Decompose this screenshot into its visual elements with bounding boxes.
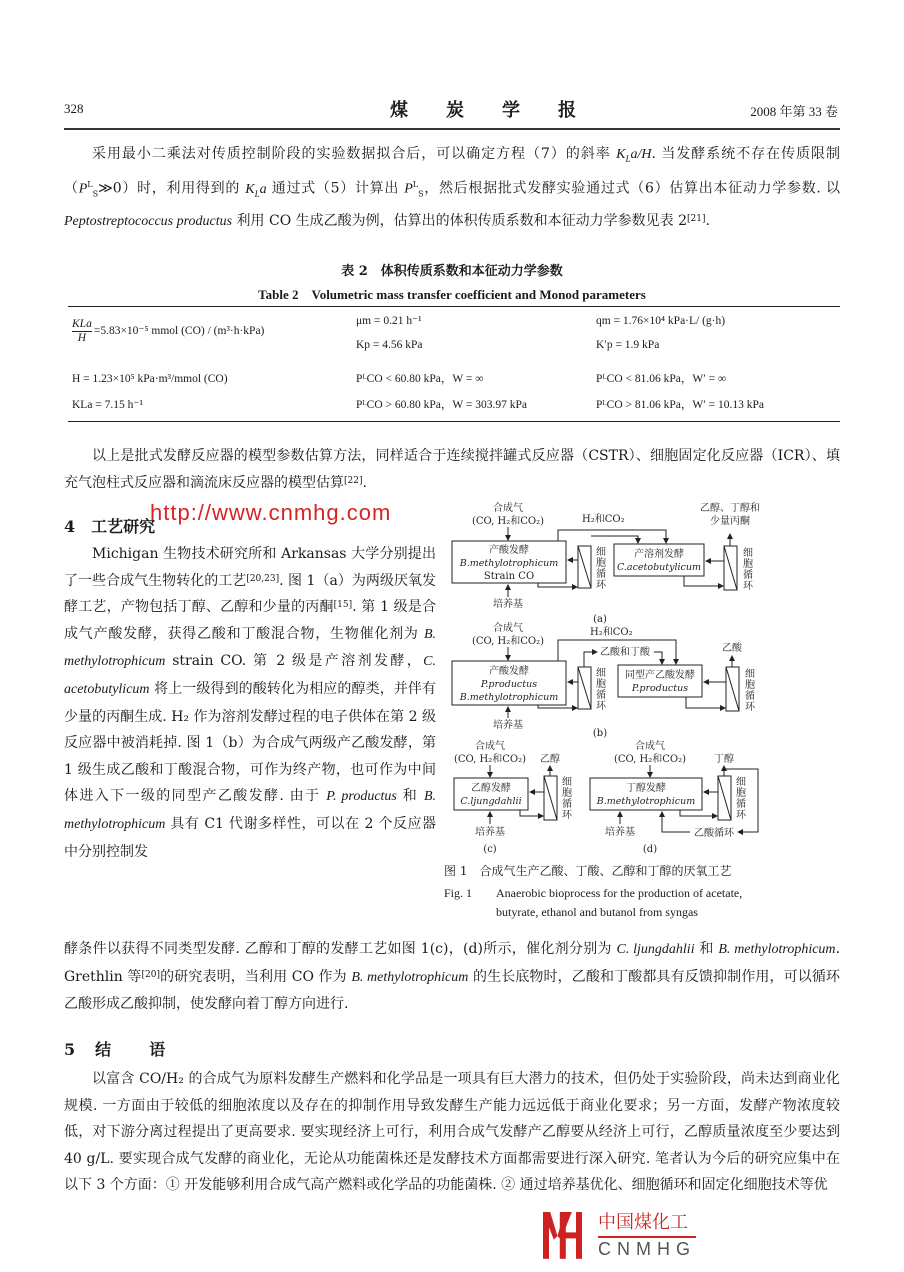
figure-caption-en <box>444 884 824 922</box>
label: 培养基 <box>475 827 505 838</box>
text: 和 <box>694 941 719 957</box>
text: butyrate, ethanol and butanol from syngas <box>496 905 698 919</box>
species-name: B. methylotrophicum <box>351 969 469 985</box>
label: 合成气 <box>493 503 523 514</box>
figure-caption-cn: 图 1 合成气生产乙酸、丁酸、乙醇和丁醇的厌氧工艺 <box>444 864 732 878</box>
text: S <box>418 189 424 199</box>
citation: [20,23] <box>246 573 280 584</box>
text: 将上一级得到的酸转化为相应的醇类，并伴有少量的丙酮生成. H₂ 作为溶剂发酵过程的电子供体在第 2 级反应器中被消耗掉. 图 1（b）为合成气两级产乙酸发酵，第 1 级生成乙酸和丁酸混合物，可作为终产物，也可作为中间体进入下一级的同型产乙酸发酵. 由于 <box>64 680 436 805</box>
label: 细 <box>562 777 572 788</box>
table-cell: qm = 1.76×10⁴ kPa·L/ (g·h) <box>596 315 726 327</box>
fraction <box>72 318 92 345</box>
figure-1-diagram <box>440 500 800 855</box>
watermark: http://www.cnmhg.com <box>150 500 392 525</box>
text: . <box>362 474 367 491</box>
label: 合成气 <box>493 623 523 634</box>
text: 酵条件以获得不同类型发酵. 乙醇和丁醇的发酵工艺如图 1(c)，(d)所示，催化剂分别为 <box>64 941 617 957</box>
table-bottom-rule <box>68 421 840 422</box>
label: 环 <box>736 810 746 821</box>
text: a <box>259 181 267 197</box>
text: . Grethlin 等 <box>64 941 841 985</box>
fraction-numerator: KLa <box>72 318 92 330</box>
text: P <box>78 181 88 197</box>
label: 细 <box>736 777 746 788</box>
label: P.productus <box>480 679 538 690</box>
table-top-rule <box>68 306 840 307</box>
label: 胞 <box>743 559 753 570</box>
table-cell: μm = 0.21 h⁻¹ <box>356 315 422 327</box>
label: 合成气 <box>635 741 665 752</box>
text: L <box>412 180 419 190</box>
figure-label: Fig. 1 <box>444 886 473 900</box>
table-cell: PᴸCO > 60.80 kPa，W = 303.97 kPa <box>356 399 528 411</box>
journal-volume: 2008 年第 33 卷 <box>750 104 838 119</box>
label: 循 <box>596 690 606 701</box>
panel-label: (b) <box>592 728 608 739</box>
species-name: B. methylotrophicum <box>64 626 436 670</box>
label: 循 <box>736 799 746 810</box>
label: 乙醇发酵 <box>471 783 511 794</box>
page-number: 328 <box>64 101 84 116</box>
label: 培养基 <box>605 827 635 838</box>
label: 循 <box>743 570 753 581</box>
text: K <box>616 147 626 162</box>
label: 产酸发酵 <box>489 666 529 677</box>
label: B.methylotrophicum <box>459 558 559 569</box>
text: . <box>705 213 710 230</box>
logo-text-en: CNMHG <box>598 1236 696 1260</box>
label: 乙酸 <box>722 643 742 654</box>
label: 胞 <box>596 679 606 690</box>
label: H₂和CO₂ <box>582 514 625 525</box>
table-cell: PᴸCO < 81.06 kPa，W′ = ∞ <box>596 373 727 385</box>
text: 利用 CO 生成乙酸为例，估算出的体积传质系数和本征动力学参数见表 2 <box>232 213 688 230</box>
table-cell: PᴸCO < 60.80 kPa，W = ∞ <box>356 373 484 385</box>
figure-panel-b <box>452 621 756 739</box>
species-name: Peptostreptococcus productus <box>64 214 233 230</box>
text: 和 <box>396 788 424 805</box>
label: 细 <box>596 668 606 679</box>
text: L <box>254 188 260 199</box>
text: ，然后根据批式发酵实验通过式（6）估算出本征动力学参数. 以 <box>423 180 841 197</box>
text: S <box>92 189 99 199</box>
text: . 当发酵系统不存在传质限制（ <box>64 146 840 197</box>
text: K <box>245 181 255 197</box>
label: 环 <box>596 580 606 591</box>
label: 乙酸循环 <box>694 828 734 839</box>
label: B.methylotrophicum <box>459 692 559 703</box>
label: 胞 <box>562 788 572 799</box>
label: 丁醇发酵 <box>626 783 666 794</box>
label: 胞 <box>736 788 746 799</box>
text: 以上是批式发酵反应器的模型参数估算方法，同样适合于连续搅拌罐式反应器（CSTR）、细胞固定化反应器（ICR）、填充气泡柱式反应器和滴流床反应器的模型估算 <box>64 448 840 491</box>
citation: [21] <box>687 214 706 225</box>
panel-label: (d) <box>642 844 658 855</box>
label: 乙醇 <box>540 754 560 765</box>
label: 丁醇 <box>714 754 734 765</box>
text: L <box>87 180 93 190</box>
text: 的生长底物时，乙酸和丁酸都具有反馈抑制作用，可以循环乙酸形成乙酸抑制，使发酵向着丁醇方向进行. <box>64 968 840 1012</box>
species-name: P. productus <box>326 789 397 805</box>
panel-label: (a) <box>593 614 607 625</box>
species-name: C. acetobutylicum <box>64 654 436 697</box>
figure-panel-d <box>590 739 758 855</box>
citation: [20] <box>141 969 160 980</box>
label: 环 <box>596 701 606 712</box>
label: 培养基 <box>493 599 523 610</box>
label: 胞 <box>596 558 606 569</box>
figure-panel-c <box>454 739 573 855</box>
section-heading: 4 工艺研究 <box>64 517 156 536</box>
label: 产溶剂发酵 <box>634 549 684 560</box>
species-name: C. ljungdahlii <box>616 942 695 957</box>
table-title-cn: 表 2 体积传质系数和本征动力学参数 <box>341 264 563 279</box>
label: (CO, H₂和CO₂) <box>471 516 545 527</box>
text: 通过式（5）计算出 <box>266 180 405 197</box>
citation: [22] <box>344 475 363 486</box>
label: Strain CO <box>483 571 535 582</box>
table-cell <box>72 318 264 345</box>
text: =5.83×10⁻⁵ mmol (CO) / (m³·h·kPa) <box>93 325 265 338</box>
label: 胞 <box>745 680 755 691</box>
label: B.methylotrophicum <box>596 796 696 807</box>
species-name: B. methylotrophicum <box>64 789 437 832</box>
table-cell: Kp = 4.56 kPa <box>356 339 423 351</box>
figure-panel-a <box>452 501 760 625</box>
section4-column-text <box>64 541 436 865</box>
label: 细 <box>596 547 606 558</box>
panel-label: (c) <box>483 844 497 855</box>
intro-paragraph <box>64 141 840 236</box>
text: a/H <box>630 147 652 162</box>
label: 循 <box>745 691 755 702</box>
header-rule <box>64 128 840 130</box>
label: C.ljungdahlii <box>460 796 522 807</box>
text: strain CO. 第 2 级是产溶剂发酵， <box>165 653 424 670</box>
label: P.productus <box>631 683 689 694</box>
paragraph <box>64 936 840 1018</box>
text: . 图 1（a）为两级厌氧发酵工艺，产物包括丁醇、乙醇和少量的丙酮 <box>64 572 436 616</box>
journal-title: 煤炭学报 <box>390 100 614 121</box>
label: 细 <box>745 669 755 680</box>
text: 的研究表明，当利用 CO 作为 <box>159 968 352 985</box>
text: Michigan 生物技术研究所和 Arkansas 大学分别提出了一些合成气生物转化的工艺 <box>64 546 436 589</box>
label: 培养基 <box>493 720 523 731</box>
table-cell: H = 1.23×10⁵ kPa·m³/mmol (CO) <box>72 373 228 385</box>
species-name: B. methylotrophicum <box>718 942 836 957</box>
table-cell: KLa = 7.15 h⁻¹ <box>72 399 143 411</box>
label: 乙醇、丁醇和 <box>700 503 760 514</box>
label: (CO, H₂和CO₂) <box>471 636 545 647</box>
label: 乙酸和丁酸 <box>600 647 650 658</box>
text: 采用最小二乘法对传质控制阶段的实验数据拟合后，可以确定方程（7）的斜率 <box>92 146 617 162</box>
label: 环 <box>562 810 572 821</box>
text: ≫0）时，利用得到的 <box>98 180 246 197</box>
fraction-denominator: H <box>77 332 87 344</box>
paragraph <box>64 1066 840 1199</box>
label: 循 <box>596 569 606 580</box>
label: 循 <box>562 799 572 810</box>
text: 以富含 CO/H₂ 的合成气为原料发酵生产燃料和化学品是一项具有巨大潜力的技术，但仍处于实验阶段，尚未达到商业化规模. 一方面由于较低的细胞浓度以及存在的抑制作用导致发酵生产能力远远低于商业化要求；另一方面，发酵产物浓度较低，对下游分离过程提出了更高要求. 要实现经济上可行，利用合成气发酵产乙醇要从经济上可行，乙醇质量浓度至少要达到 40 g/L. 要实现合成气发酵的商业化，无论从功能菌株还是发酵技术方面都需要进行深入研究. 笔者认为今后的研究应集中在以下 3 个方面：① 开发能够利用合成气高产燃料或化学品的功能菌株. ② 通过培养基优化、细胞循环和固定化细胞技术等优 <box>64 1071 840 1193</box>
table-cell: PᴸCO > 81.06 kPa，W′ = 10.13 kPa <box>596 399 764 411</box>
label: 合成气 <box>475 741 505 752</box>
label: 产酸发酵 <box>489 545 529 556</box>
section-heading: 5 结 语 <box>64 1040 168 1059</box>
label: 细 <box>743 548 753 559</box>
text: . 第 1 级是合成气产酸发酵，获得乙酸和丁酸混合物，生物催化剂为 <box>64 599 436 642</box>
logo-text-cn: 中国煤化工 <box>598 1212 688 1233</box>
citation: [15] <box>333 600 353 611</box>
paragraph <box>64 443 840 496</box>
label: (CO, H₂和CO₂) <box>453 754 527 765</box>
label: 环 <box>743 581 753 592</box>
text: 具有 C1 代谢多样性，可以在 2 个反应器中分别控制发 <box>64 815 436 860</box>
text: P <box>404 181 413 197</box>
label: 同型产乙酸发酵 <box>625 670 695 681</box>
text: L <box>625 153 631 164</box>
table-title-en: Table 2 Volumetric mass transfer coefficient and Monod parameters <box>258 287 646 302</box>
label: (CO, H₂和CO₂) <box>613 754 687 765</box>
label: C.acetobutylicum <box>616 562 702 573</box>
label: 少量丙酮 <box>710 516 750 527</box>
label: H₂和CO₂ <box>590 627 633 638</box>
label: 环 <box>745 702 755 713</box>
table-cell: K′p = 1.9 kPa <box>596 339 660 351</box>
logo-mark <box>536 1212 592 1260</box>
text: Anaerobic bioprocess for the production of acetate, <box>496 886 743 900</box>
